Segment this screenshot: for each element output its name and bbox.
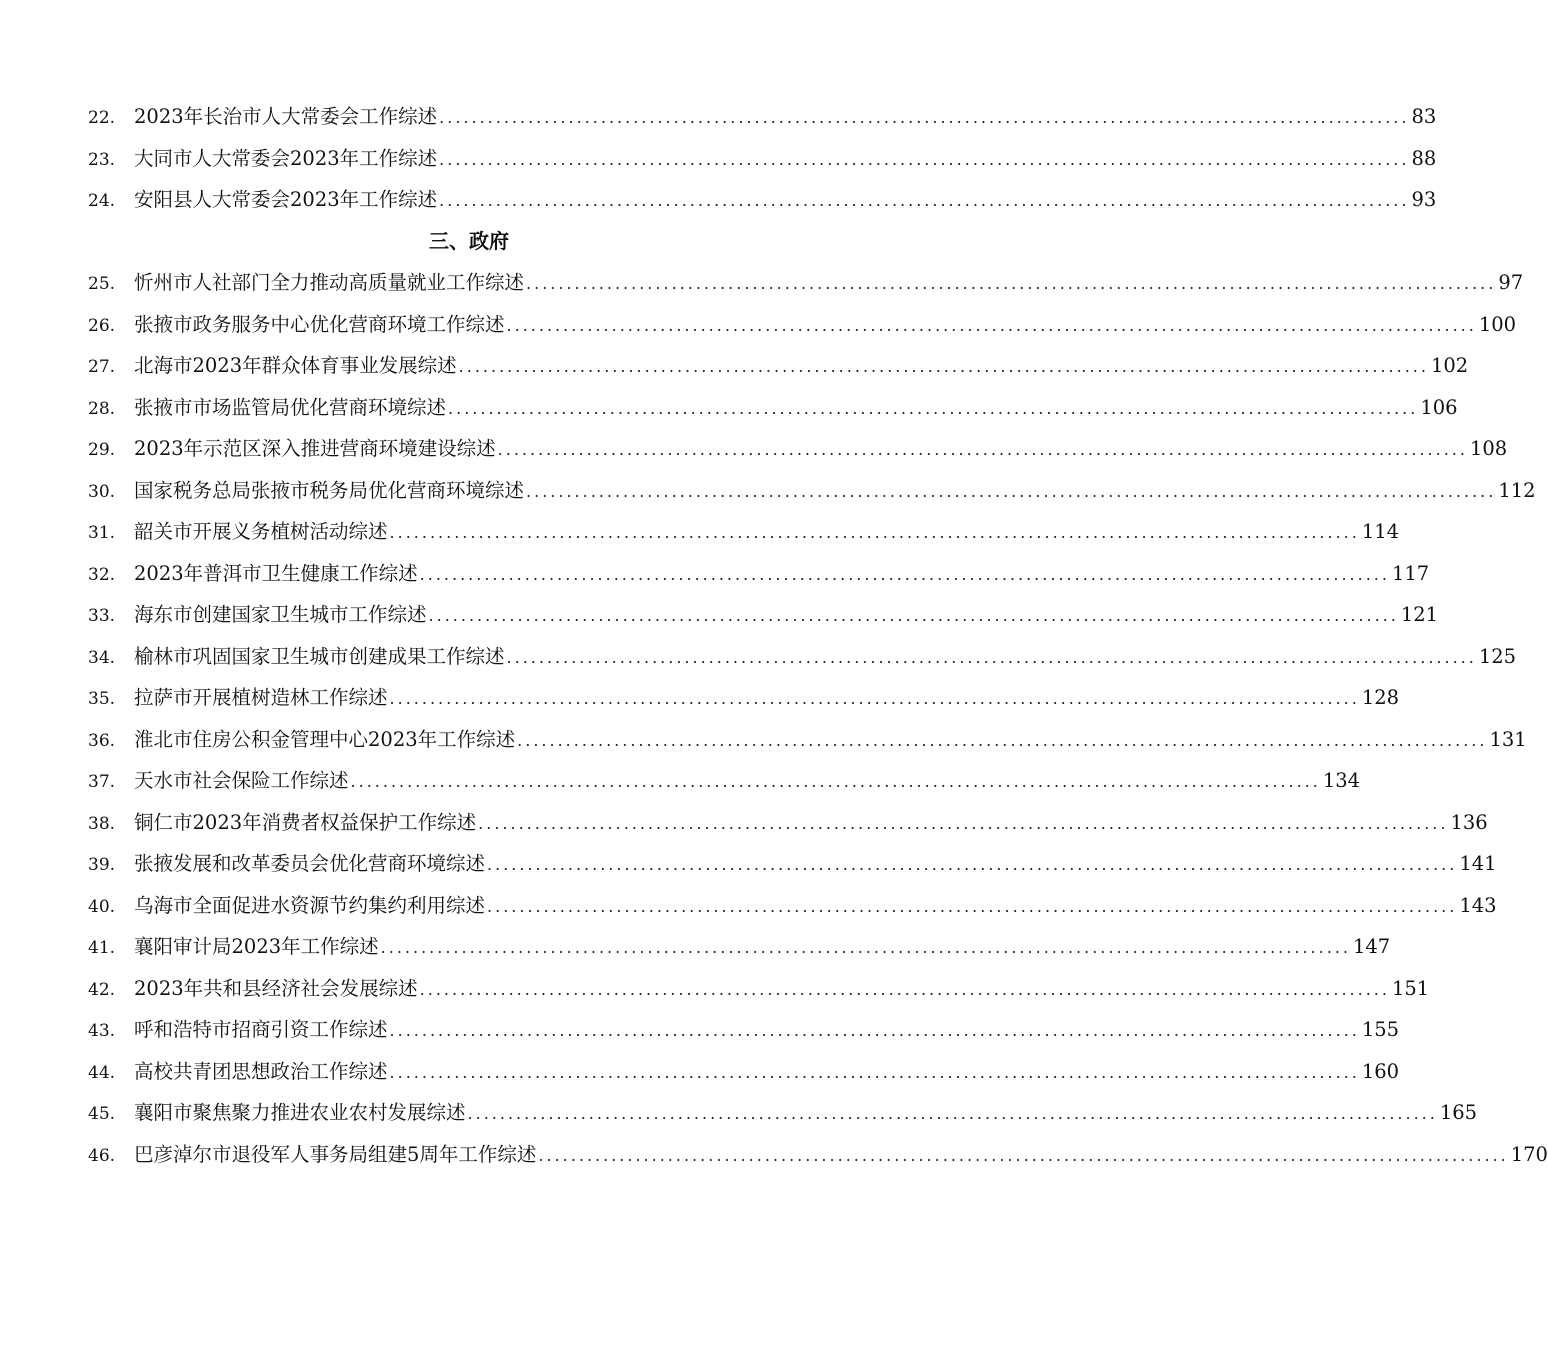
- toc-entry-number: 41.: [88, 938, 116, 958]
- toc-leader-dots: ........................................................................................................................: [448, 398, 1419, 418]
- toc-leader-dots: ........................................................................................................................: [517, 730, 1488, 750]
- toc-leader-dots: ........................................................................................................................: [419, 979, 1390, 999]
- toc-entry[interactable]: [88, 1009, 1400, 1051]
- toc-entry-number: 33.: [88, 606, 116, 626]
- toc-entry-number: 30.: [88, 481, 116, 502]
- toc-entry[interactable]: [88, 760, 1361, 802]
- toc-entry-page: 117: [1391, 561, 1430, 585]
- table-of-contents: [88, 96, 1548, 1175]
- toc-entry-number: 38.: [88, 813, 116, 834]
- toc-entry-page: 112: [1498, 478, 1536, 502]
- toc-entry[interactable]: [88, 304, 1517, 346]
- toc-entry[interactable]: [88, 345, 1469, 387]
- toc-entry[interactable]: [88, 179, 1437, 221]
- toc-entry-title: 襄阳审计局2023年工作综述: [134, 935, 379, 958]
- toc-entry-number: 34.: [88, 647, 116, 668]
- toc-entry-page: 100: [1478, 312, 1517, 336]
- toc-leader-dots: ........................................................................................................................: [428, 606, 1399, 625]
- toc-entry-title: 张掖市市场监管局优化营商环境综述: [134, 395, 447, 419]
- toc-entry-number: 36.: [88, 730, 116, 751]
- toc-group-government: [88, 262, 1548, 1175]
- toc-entry-title: 天水市社会保险工作综述: [134, 769, 349, 792]
- toc-entry-title: 2023年示范区深入推进营商环境建设综述: [134, 437, 496, 460]
- toc-entry-number: 45.: [88, 1104, 116, 1124]
- toc-leader-dots: ........................................................................................................................: [419, 564, 1390, 584]
- toc-entry-title: 张掖市政务服务中心优化营商环境工作综述: [134, 312, 505, 336]
- toc-entry-page: 170: [1510, 1142, 1548, 1166]
- toc-entry-title: 安阳县人大常委会2023年工作综述: [134, 188, 438, 211]
- toc-entry-number: 24.: [88, 191, 116, 211]
- toc-entry[interactable]: [88, 387, 1458, 429]
- toc-entry[interactable]: [88, 968, 1430, 1010]
- toc-entry-title: 2023年共和县经济社会发展综述: [134, 976, 418, 1000]
- toc-entry-page: 114: [1361, 520, 1400, 543]
- toc-entry[interactable]: [88, 138, 1437, 180]
- toc-entry-title: 铜仁市2023年消费者权益保护工作综述: [134, 810, 477, 834]
- toc-entry[interactable]: [88, 719, 1527, 761]
- toc-entry-page: 141: [1459, 852, 1497, 875]
- toc-entry-title: 呼和浩特市招商引资工作综述: [134, 1018, 388, 1041]
- toc-entry-page: 134: [1322, 769, 1361, 792]
- toc-leader-dots: ........................................................................................................................: [478, 813, 1449, 833]
- toc-entry-title: 韶关市开展义务植树活动综述: [134, 520, 388, 543]
- toc-entry-page: 151: [1391, 976, 1430, 1000]
- toc-leader-dots: ........................................................................................................................: [506, 647, 1477, 667]
- toc-leader-dots: ........................................................................................................................: [389, 523, 1360, 542]
- toc-entry-title: 榆林市巩固国家卫生城市创建成果工作综述: [134, 644, 505, 668]
- toc-leader-dots: ........................................................................................................................: [487, 896, 1458, 916]
- toc-entry[interactable]: [88, 470, 1536, 512]
- toc-entry-title: 襄阳市聚焦聚力推进农业农村发展综述: [134, 1101, 466, 1124]
- toc-entry-number: 46.: [88, 1145, 116, 1166]
- toc-leader-dots: ........................................................................................................................: [506, 315, 1477, 335]
- toc-entry-title: 乌海市全面促进水资源节约集约利用综述: [134, 893, 486, 917]
- toc-entry-page: 108: [1469, 437, 1508, 460]
- toc-entry-number: 22.: [88, 108, 116, 128]
- toc-entry[interactable]: [88, 843, 1497, 885]
- toc-entry-number: 26.: [88, 315, 116, 336]
- toc-entry[interactable]: [88, 636, 1517, 678]
- toc-entry[interactable]: [88, 511, 1400, 553]
- toc-entry-page: 165: [1439, 1101, 1478, 1124]
- toc-leader-dots: ........................................................................................................................: [439, 149, 1410, 169]
- toc-entry-title: 海东市创建国家卫生城市工作综述: [134, 603, 427, 626]
- toc-entry-title: 巴彦淖尔市退役军人事务局组建5周年工作综述: [134, 1142, 537, 1166]
- toc-entry-page: 83: [1411, 105, 1437, 128]
- toc-entry-number: 37.: [88, 772, 116, 792]
- toc-entry-number: 43.: [88, 1021, 116, 1041]
- toc-entry-title: 2023年长治市人大常委会工作综述: [134, 105, 438, 128]
- toc-entry-number: 39.: [88, 855, 116, 875]
- toc-leader-dots: ........................................................................................................................: [526, 481, 1497, 501]
- toc-entry[interactable]: [88, 428, 1508, 470]
- toc-entry-number: 42.: [88, 979, 116, 1000]
- toc-entry-number: 35.: [88, 689, 116, 709]
- toc-entry[interactable]: [88, 926, 1391, 968]
- toc-entry-number: 32.: [88, 564, 116, 585]
- toc-leader-dots: ........................................................................................................................: [497, 440, 1468, 459]
- toc-entry-page: 147: [1352, 935, 1391, 958]
- toc-leader-dots: ........................................................................................................................: [526, 274, 1497, 293]
- toc-entry-page: 88: [1411, 146, 1437, 170]
- toc-entry-title: 淮北市住房公积金管理中心2023年工作综述: [134, 727, 516, 751]
- toc-leader-dots: ........................................................................................................................: [538, 1145, 1509, 1165]
- toc-entry-number: 40.: [88, 896, 116, 917]
- toc-entry-title: 大同市人大常委会2023年工作综述: [134, 146, 438, 170]
- toc-entry-page: 160: [1361, 1059, 1400, 1083]
- toc-entry-number: 25.: [88, 274, 116, 294]
- toc-leader-dots: ........................................................................................................................: [389, 1021, 1360, 1040]
- toc-entry-title: 张掖发展和改革委员会优化营商环境综述: [134, 852, 486, 875]
- toc-entry-page: 106: [1420, 395, 1458, 419]
- toc-entry[interactable]: [88, 594, 1439, 636]
- toc-entry[interactable]: [88, 802, 1488, 844]
- toc-entry[interactable]: [88, 1134, 1548, 1176]
- toc-leader-dots: ........................................................................................................................: [350, 772, 1321, 791]
- toc-entry-title: 国家税务总局张掖市税务局优化营商环境综述: [134, 478, 525, 502]
- toc-entry[interactable]: [88, 885, 1497, 927]
- toc-entry-title: 拉萨市开展植树造林工作综述: [134, 686, 388, 709]
- section-heading: 三、政府: [429, 228, 509, 253]
- toc-leader-dots: ........................................................................................................................: [458, 357, 1429, 376]
- toc-entry[interactable]: [88, 96, 1437, 138]
- toc-entry[interactable]: [88, 1092, 1478, 1134]
- toc-leader-dots: ........................................................................................................................: [487, 855, 1458, 874]
- toc-entry-page: 102: [1430, 354, 1469, 377]
- toc-leader-dots: ........................................................................................................................: [439, 191, 1410, 210]
- toc-entry[interactable]: [88, 1051, 1400, 1093]
- toc-entry[interactable]: [88, 677, 1400, 719]
- toc-entry-page: 155: [1361, 1018, 1400, 1041]
- toc-entry-page: 143: [1459, 893, 1497, 917]
- toc-entry[interactable]: [88, 262, 1524, 304]
- toc-entry-page: 131: [1489, 727, 1527, 751]
- toc-entry-page: 128: [1361, 686, 1400, 709]
- toc-entry-title: 高校共青团思想政治工作综述: [134, 1059, 388, 1083]
- toc-leader-dots: ........................................................................................................................: [467, 1104, 1438, 1123]
- toc-entry-number: 31.: [88, 523, 116, 543]
- toc-entry-title: 2023年普洱市卫生健康工作综述: [134, 561, 418, 585]
- toc-entry-page: 97: [1498, 271, 1524, 294]
- toc-entry-number: 29.: [88, 440, 116, 460]
- toc-entry[interactable]: [88, 553, 1430, 595]
- toc-entry-number: 27.: [88, 357, 116, 377]
- toc-entry-number: 23.: [88, 149, 116, 170]
- toc-entry-title: 忻州市人社部门全力推动高质量就业工作综述: [134, 271, 525, 294]
- toc-group-people-congress: [88, 96, 1437, 221]
- toc-entry-number: 44.: [88, 1062, 116, 1083]
- toc-leader-dots: ........................................................................................................................: [389, 689, 1360, 708]
- toc-leader-dots: ........................................................................................................................: [389, 1062, 1360, 1082]
- toc-entry-page: 121: [1400, 603, 1439, 626]
- toc-leader-dots: ........................................................................................................................: [380, 938, 1351, 957]
- toc-entry-page: 136: [1450, 810, 1488, 834]
- toc-entry-number: 28.: [88, 398, 116, 419]
- toc-entry-title: 北海市2023年群众体育事业发展综述: [134, 354, 457, 377]
- toc-entry-page: 125: [1478, 644, 1517, 668]
- toc-leader-dots: ........................................................................................................................: [439, 108, 1410, 127]
- toc-entry-page: 93: [1411, 188, 1437, 211]
